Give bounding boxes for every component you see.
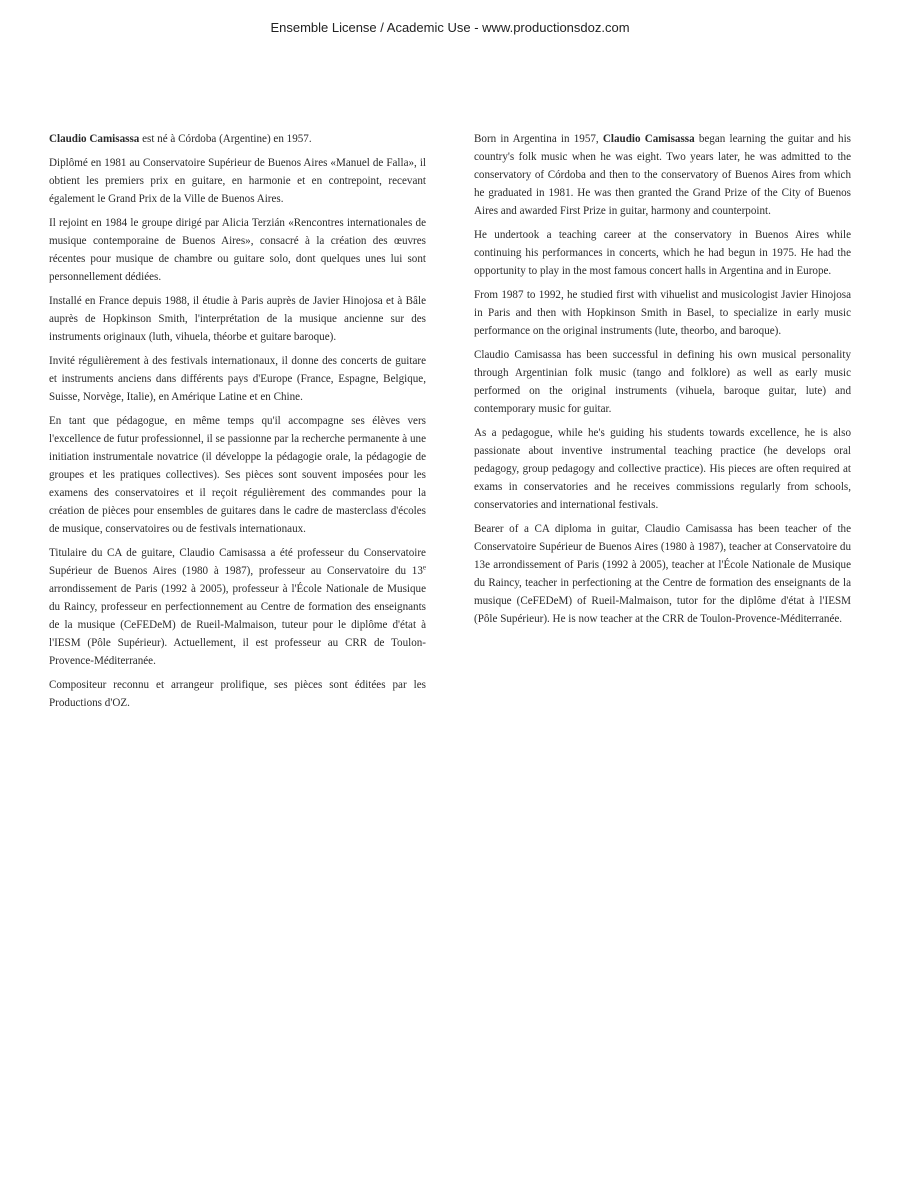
en-paragraph-teaching-career: He undertook a teaching career at the conservatory in Buenos Aires while continuing his performances in concerts, which he had begun in 1975. He had the opportunity to play in the most famous concert halls in Argentina and in Europe. <box>474 229 851 277</box>
fr-paragraph-pedagogy: En tant que pédagogue, en même temps qu'il accompagne ses élèves vers l'excellence de futur professionnel, il se passionne par la recherche permanente à une initiation instrumentale novatrice (il développe la pédagogie orale, la pédagogie de groupes et les pratiques collectives). Ses pièces sont souvent imposées pour les examens des conservatoires et il reçoit régulièrement des commandes pour la création de pièces pour ensembles de guitares dans le cadre de masterclass d'écoles de musique, conservatoires ou de festivals internationaux. <box>49 415 426 535</box>
en-birth-post: began learning the guitar and his country's folk music when he was eight. Two years later, he was admitted to the conservatory of Córdoba and then to the conservatory of Buenos Aires from which he graduated in 1981. He was then granted the Grand Prize of the City of Buenos Aires and awarded First Prize in guitar, harmony and counterpoint. <box>474 133 852 217</box>
en-paragraph-early-music: From 1987 to 1992, he studied first with vihuelist and musicologist Javier Hinojosa in Paris and then with Hopkinson Smith in Basel, to specialize in early music performance on the original instruments (lute, theorbo, and baroque). <box>474 289 851 337</box>
fr-artist-name: Claudio Camisassa <box>49 133 140 145</box>
fr-paragraph-festivals: Invité régulièrement à des festivals internationaux, il donne des concerts de guitare et instruments anciens dans différents pays d'Europe (France, Espagne, Belgique, Suisse, Norvège, Italie), en Amérique Latine et en Chine. <box>49 355 426 403</box>
fr-paragraph-publisher: Compositeur reconnu et arrangeur prolifique, ses pièces sont éditées par les Productions d'OZ. <box>49 679 426 709</box>
fr-teaching-text-a: Titulaire du CA de guitare, Claudio Camisassa a été professeur du Conservatoire Supérieur de Buenos Aires (1980 à 1987), professeur au Conservatoire du 13 <box>49 547 426 577</box>
fr-paragraph-terzian-group: Il rejoint en 1984 le groupe dirigé par Alicia Terzián «Rencontres internationales de musique contemporaine de Buenos Aires», consacré à la création des œuvres récentes pour musique de chambre ou guitare solo, dont quelques unes lui sont personnellement dédiées. <box>49 217 426 283</box>
fr-ordinal-superscript: e <box>422 563 426 572</box>
english-biography-column <box>474 130 851 634</box>
fr-teaching-text-b: arrondissement de Paris (1992 à 2005), professeur à l'École Nationale de Musique du Raincy, professeur en perfectionnement au Centre de formation des enseignants de la musique (CeFEDeM) de Rueil-Malmaison, tuteur pour le diplôme d'état à l'IESM (Pôle Supérieur). Actuellement, il est professeur au CRR de Toulon-Provence-Méditerranée. <box>49 583 426 667</box>
en-paragraph-teaching-positions: Bearer of a CA diploma in guitar, Claudio Camisassa has been teacher of the Conservatoire Supérieur de Buenos Aires (1980 à 1987), teacher at Conservatoire du 13e arrondissement of Paris (1992 à 2005), teacher at l'École Nationale de Musique du Raincy, teacher in perfectioning at the Centre de formation des enseignants de la musique (CeFEDeM) of Rueil-Malmaison, tutor for the diplôme d'état à l'IESM (Pôle Supérieur). He is now teacher at the CRR de Toulon-Provence-Méditerranée. <box>474 523 851 625</box>
fr-birth-text: est né à Córdoba (Argentine) en 1957. <box>139 133 312 145</box>
en-birth-pre: Born in Argentina in 1957, <box>474 133 603 145</box>
fr-paragraph-diploma: Diplômé en 1981 au Conservatoire Supérieur de Buenos Aires «Manuel de Falla», il obtient les premiers prix en guitare, en harmonie et en contrepoint, recevant également le Grand Prix de la Ville de Buenos Aires. <box>49 157 426 205</box>
fr-paragraph-teaching-positions <box>49 544 426 670</box>
fr-paragraph-early-music: Installé en France depuis 1988, il étudie à Paris auprès de Javier Hinojosa et à Bâle auprès de Hopkinson Smith, l'interprétation de la musique ancienne sur des instruments originaux (luth, vihuela, théorbe et guitare baroque). <box>49 295 426 343</box>
license-header: Ensemble License / Academic Use - www.productionsdoz.com <box>270 20 630 35</box>
fr-paragraph-birth <box>49 130 426 148</box>
en-paragraph-musical-personality: Claudio Camisassa has been successful in defining his own musical personality through Argentinian folk music (tango and folklore) as well as early music performed on the original instruments (vihuela, baroque guitar, lute) and contemporary music for guitar. <box>474 349 851 415</box>
en-paragraph-birth <box>474 130 851 220</box>
en-paragraph-pedagogy: As a pedagogue, while he's guiding his students towards excellence, he is also passionate about inventive instrumental teaching practice (he develops oral pedagogy, group pedagogy and collective practice). His pieces are often required at exams in conservatories and he receives commissions regularly from schools, conservatories and international festivals. <box>474 427 851 511</box>
french-biography-column <box>49 130 426 718</box>
en-artist-name: Claudio Camisassa <box>602 133 695 145</box>
